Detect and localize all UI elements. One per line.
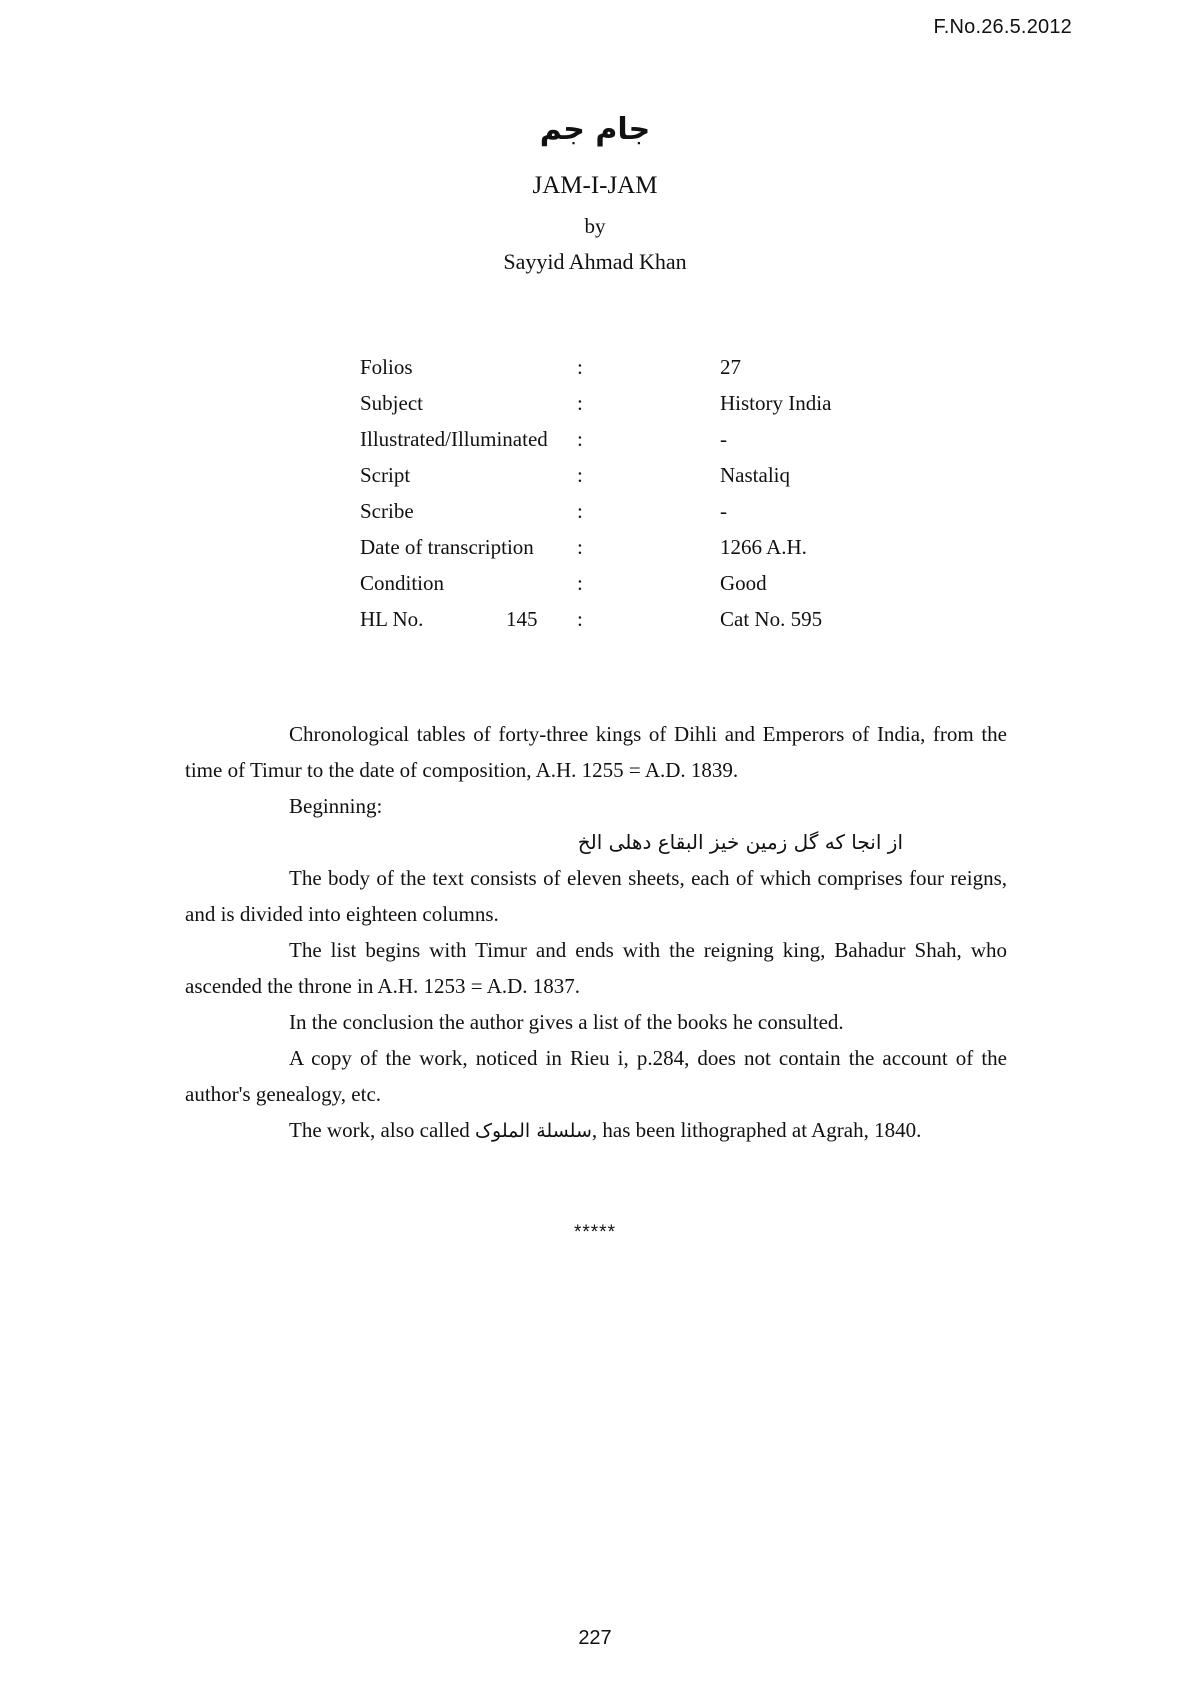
metadata-colon: : (577, 463, 583, 487)
page-number: 227 (578, 1627, 612, 1649)
hl-number: 145 (506, 607, 538, 631)
metadata-label: Scribe (360, 499, 414, 523)
metadata-label: HL No. (360, 607, 424, 631)
paragraph-text: The work, also called (289, 1118, 476, 1142)
description-body (185, 716, 1007, 1149)
file-number: F.No.26.5.2012 (933, 16, 1072, 38)
metadata-value: Nastaliq (720, 463, 790, 487)
paragraph-text: , has been lithographed at Agrah, 1840. (591, 1118, 922, 1142)
metadata-label: Illustrated/Illuminated (360, 427, 548, 451)
author-name: Sayyid Ahmad Khan (503, 249, 687, 274)
metadata-value: - (720, 499, 727, 523)
metadata-row-folios (360, 355, 880, 391)
metadata-colon: : (577, 607, 583, 631)
description-paragraph: Chronological tables of forty-three kings of Dihli and Emperors of India, from the time of Timur to the date of composition, A.H. 1255 = A.D. 1839. (185, 722, 1007, 782)
metadata-label: Date of transcription (360, 535, 534, 559)
description-paragraph: In the conclusion the author gives a list of the books he consulted. (289, 1010, 844, 1034)
by-line: by (584, 214, 606, 238)
metadata-row-condition (360, 571, 880, 607)
beginning-quote: از انجا که گل زمین خیز البقاع دهلی الخ (577, 830, 903, 854)
urdu-title: جام جم (539, 112, 651, 147)
metadata-colon: : (577, 571, 583, 595)
alternate-title-urdu: سلسلة الملوک (475, 1120, 592, 1142)
description-paragraph: The body of the text consists of eleven sheets, each of which comprises four reigns, and is divided into eighteen columns. (185, 866, 1007, 926)
metadata-colon: : (577, 535, 583, 559)
metadata-row-illustrated (360, 427, 880, 463)
description-paragraph (185, 1112, 1007, 1149)
metadata-colon: : (577, 427, 583, 451)
metadata-label: Subject (360, 391, 423, 415)
metadata-row-hl-no (360, 607, 880, 643)
metadata-value: 27 (720, 355, 741, 379)
metadata-value: 1266 A.H. (720, 535, 807, 559)
metadata-row-subject (360, 391, 880, 427)
metadata-value: Good (720, 571, 767, 595)
metadata-row-date (360, 535, 880, 571)
metadata-label: Folios (360, 355, 413, 379)
metadata-label: Script (360, 463, 411, 487)
page-title: JAM-I-JAM (532, 172, 658, 199)
description-paragraph: A copy of the work, noticed in Rieu i, p.284, does not contain the account of the author's genealogy, etc. (185, 1046, 1007, 1106)
metadata-colon: : (577, 391, 583, 415)
section-separator: ***** (574, 1222, 616, 1243)
metadata-colon: : (577, 355, 583, 379)
metadata-row-scribe (360, 499, 880, 535)
beginning-label: Beginning: (289, 794, 383, 818)
metadata-value: Cat No. 595 (720, 607, 823, 631)
description-paragraph: The list begins with Timur and ends with the reigning king, Bahadur Shah, who ascended the throne in A.H. 1253 = A.D. 1837. (185, 938, 1007, 998)
metadata-colon: : (577, 499, 583, 523)
metadata-row-script (360, 463, 880, 499)
metadata-value: - (720, 427, 727, 451)
metadata-value: History India (720, 391, 832, 415)
metadata-table (360, 355, 880, 643)
metadata-label: Condition (360, 571, 445, 595)
